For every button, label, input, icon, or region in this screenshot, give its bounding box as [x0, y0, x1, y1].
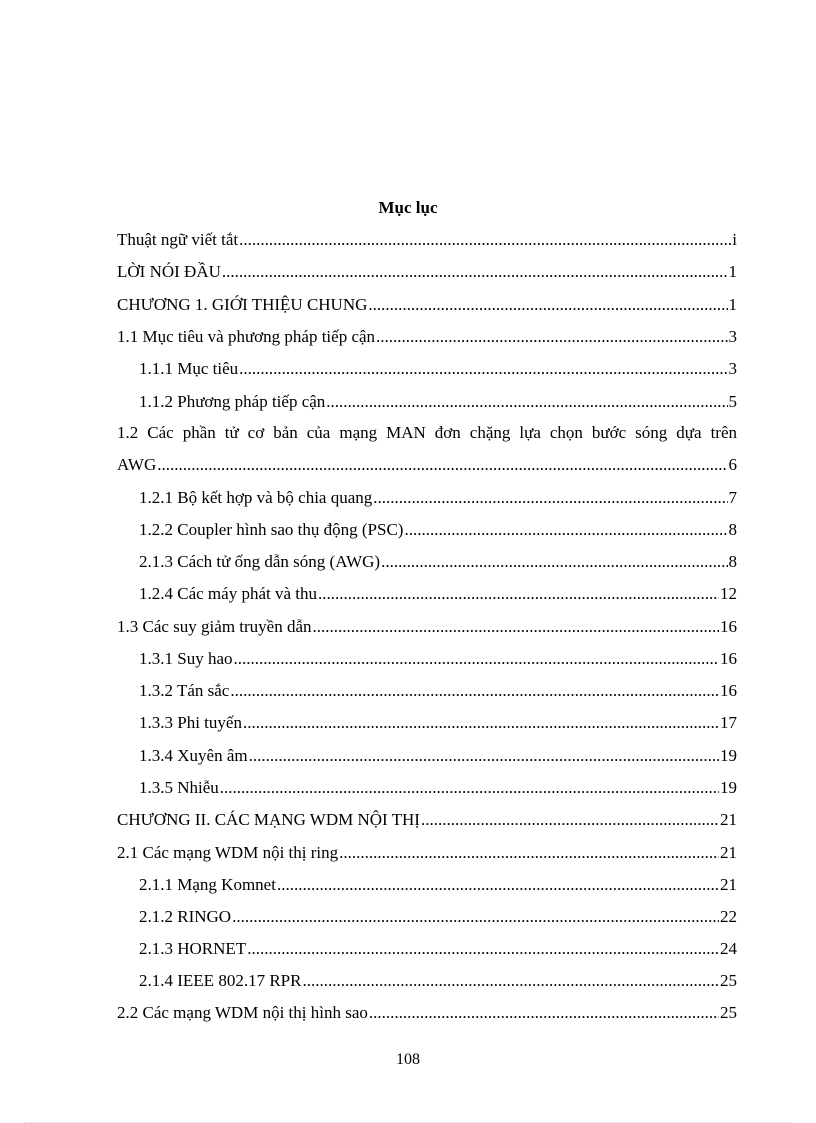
toc-entry-label: CHƯƠNG 1. GIỚI THIỆU CHUNG	[117, 295, 368, 314]
toc-entry[interactable]	[139, 584, 737, 604]
dot-leader	[373, 488, 727, 508]
dot-leader	[247, 939, 719, 959]
toc-entry[interactable]	[139, 907, 737, 927]
dot-leader	[239, 359, 727, 379]
toc-entry-page: 16	[720, 649, 737, 668]
toc-entry[interactable]	[139, 939, 737, 959]
toc-entry-page: 8	[728, 552, 737, 571]
toc-entry[interactable]	[139, 359, 737, 379]
toc-entry[interactable]	[139, 649, 737, 669]
toc-entry-label: 2.1.3 Cách tử ống dẫn sóng (AWG)	[139, 552, 381, 571]
toc-entry-label: 1.2.1 Bộ kết hợp và bộ chia quang	[139, 488, 373, 507]
toc-entry-label: 2.1.3 HORNET	[139, 939, 247, 958]
dot-leader	[277, 875, 719, 895]
toc-entry-label: 1.1.2 Phương pháp tiếp cận	[139, 392, 326, 411]
dot-leader	[234, 649, 720, 669]
toc-entry-page: 19	[720, 778, 737, 797]
toc-entry[interactable]	[139, 552, 737, 572]
dot-leader	[318, 584, 719, 604]
toc-entry-label: 1.3.3 Phi tuyến	[139, 713, 242, 732]
toc-entry-page: 6	[728, 455, 737, 474]
dot-leader	[369, 1003, 719, 1023]
dot-leader	[404, 520, 727, 540]
toc-entry-label-line1[interactable]: 1.2 Các phần tử cơ bản của mạng MAN đơn chặng lựa chọn bước sóng dựa trên	[117, 423, 737, 442]
dot-leader	[239, 230, 731, 250]
toc-entry[interactable]	[139, 681, 737, 701]
toc-entry-page: 21	[720, 810, 737, 829]
toc-entry-label: 1.3.2 Tán sắc	[139, 681, 230, 700]
toc-entry[interactable]	[117, 230, 737, 250]
toc-entry-page: 3	[728, 327, 737, 346]
toc-entry[interactable]	[117, 455, 737, 475]
toc-entry[interactable]	[139, 392, 737, 412]
toc-entry[interactable]	[117, 843, 737, 863]
toc-entry-label: 2.1.4 IEEE 802.17 RPR	[139, 971, 302, 990]
toc-entry-page: 7	[728, 488, 737, 507]
dot-leader	[232, 907, 719, 927]
toc-entry-page: 17	[720, 713, 737, 732]
toc-entry-page: 25	[720, 1003, 737, 1022]
toc-entry-page: 16	[720, 617, 737, 636]
toc-entry[interactable]	[139, 713, 737, 733]
dot-leader	[222, 262, 728, 282]
toc-entry-label: 1.3.5 Nhiễu	[139, 778, 219, 797]
toc-entry-page: 19	[720, 746, 737, 765]
dot-leader	[376, 327, 727, 347]
toc-entry[interactable]	[117, 295, 737, 315]
toc-entry-label: 1.2.4 Các máy phát và thu	[139, 584, 317, 603]
toc-entry-page: 8	[728, 520, 737, 539]
toc-entry-label: 2.2 Các mạng WDM nội thị hình sao	[117, 1003, 368, 1022]
dot-leader	[230, 681, 719, 701]
toc-entry[interactable]	[139, 488, 737, 508]
toc-entry-page: 25	[720, 971, 737, 990]
toc-entry-label: 2.1 Các mạng WDM nội thị ring	[117, 843, 339, 862]
toc-entry[interactable]	[139, 778, 737, 798]
toc-entry-label: CHƯƠNG II. CÁC MẠNG WDM NỘI THỊ	[117, 810, 420, 829]
toc-entry-label: 1.1.1 Mục tiêu	[139, 359, 239, 378]
dot-leader	[243, 713, 719, 733]
toc-entry-page: 21	[720, 843, 737, 862]
toc-entry-label: AWG	[117, 455, 157, 474]
toc-entry[interactable]	[139, 971, 737, 991]
toc-entry-page: 12	[720, 584, 737, 603]
toc-entry-page: 24	[720, 939, 737, 958]
toc-entry-page: i	[732, 230, 737, 249]
toc-entry-label: 1.3.1 Suy hao	[139, 649, 233, 668]
toc-entry[interactable]	[117, 617, 737, 637]
toc-entry-label: 1.2.2 Coupler hình sao thụ động (PSC)	[139, 520, 404, 539]
page-number: 108	[396, 1051, 420, 1068]
toc-entry-label: 2.1.2 RINGO	[139, 907, 232, 926]
dot-leader	[368, 295, 727, 315]
toc-entry-page: 5	[728, 392, 737, 411]
toc-entry-label: 1.3.4 Xuyên âm	[139, 746, 248, 765]
toc-entry-label: Thuật ngữ viết tắt	[117, 230, 239, 249]
dot-leader	[249, 746, 719, 766]
dot-leader	[421, 810, 719, 830]
toc-entry-page: 1	[728, 262, 737, 281]
toc-entry-page: 1	[728, 295, 737, 314]
toc-entry-page: 22	[720, 907, 737, 926]
toc-entry-page: 3	[728, 359, 737, 378]
dot-leader	[157, 455, 727, 475]
toc-entry[interactable]	[117, 810, 737, 830]
toc-entry[interactable]	[139, 746, 737, 766]
toc-entry[interactable]	[139, 875, 737, 895]
dot-leader	[313, 617, 719, 637]
toc-entry-label: LỜI NÓI ĐẦU	[117, 262, 221, 281]
dot-leader	[302, 971, 719, 991]
toc-entry-page: 16	[720, 681, 737, 700]
toc-entry[interactable]	[117, 262, 737, 282]
dot-leader	[381, 552, 727, 572]
toc-title: Mục lục	[378, 198, 438, 217]
toc-entry-label: 1.3 Các suy giảm truyền dẫn	[117, 617, 312, 636]
dot-leader	[220, 778, 719, 798]
toc-entry[interactable]	[139, 520, 737, 540]
toc-entry-label: 1.1 Mục tiêu và phương pháp tiếp cận	[117, 327, 376, 346]
dot-leader	[339, 843, 719, 863]
toc-entry[interactable]	[117, 327, 737, 347]
toc-entry-page: 21	[720, 875, 737, 894]
dot-leader	[326, 392, 727, 412]
toc-entry-label: 2.1.1 Mạng Komnet	[139, 875, 276, 894]
toc-entry[interactable]	[117, 1003, 737, 1023]
